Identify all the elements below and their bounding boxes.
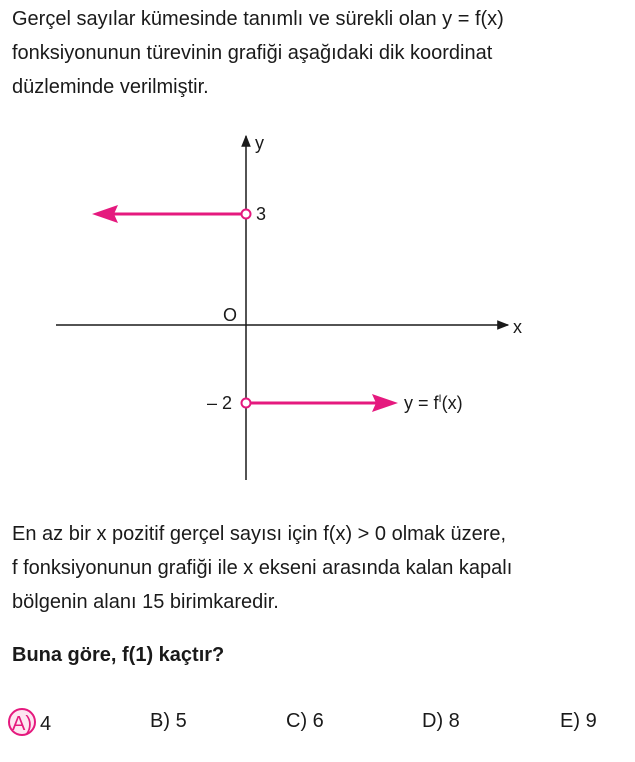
derivative-graph — [0, 120, 635, 490]
choice-value: 5 — [175, 710, 187, 732]
choice-letter: A) — [8, 708, 36, 736]
intro-line: düzleminde verilmiştir. — [12, 76, 209, 98]
condition-line: bölgenin alanı 15 birimkaredir. — [12, 591, 279, 613]
choice-letter: D) — [422, 710, 444, 732]
choice-a[interactable] — [8, 708, 51, 736]
origin-label: O — [223, 305, 238, 325]
x-axis-label: x — [513, 317, 522, 337]
choice-value: 6 — [312, 710, 324, 732]
choice-c[interactable] — [286, 710, 324, 733]
curve-label — [404, 393, 463, 413]
question-text: Buna göre, f(1) kaçtır? — [12, 644, 225, 666]
choice-b[interactable] — [150, 710, 187, 733]
condition-line: En az bir x pozitif gerçel sayısı için f(x) > 0 olmak üzere, — [12, 523, 507, 545]
intro-line: fonksiyonunun türevinin grafiği aşağıdaki dik koordinat — [12, 42, 493, 64]
lower-open-point — [242, 399, 251, 408]
choice-letter: E) — [560, 710, 580, 732]
problem-condition — [12, 517, 512, 619]
condition-line: f fonksiyonunun grafiği ile x ekseni arasında kalan kapalı — [12, 557, 513, 579]
curve-label-suffix: (x) — [441, 393, 463, 413]
upper-open-point — [242, 210, 251, 219]
curve-label-prefix: y = f — [404, 393, 439, 413]
lower-value-label: – 2 — [207, 393, 233, 413]
problem-intro — [12, 2, 504, 104]
intro-line: Gerçel sayılar kümesinde tanımlı ve sürekli olan y = f(x) — [12, 8, 504, 30]
choice-e[interactable] — [560, 710, 597, 733]
y-axis-label: y — [255, 133, 264, 153]
choice-value: 8 — [448, 710, 460, 732]
choice-letter: B) — [150, 710, 170, 732]
choice-value: 9 — [585, 710, 597, 732]
choice-value: 4 — [40, 713, 52, 735]
choice-letter: C) — [286, 710, 308, 732]
upper-value-label: 3 — [256, 204, 267, 224]
choice-d[interactable] — [422, 710, 460, 733]
curve-label-prime: I — [438, 393, 442, 405]
